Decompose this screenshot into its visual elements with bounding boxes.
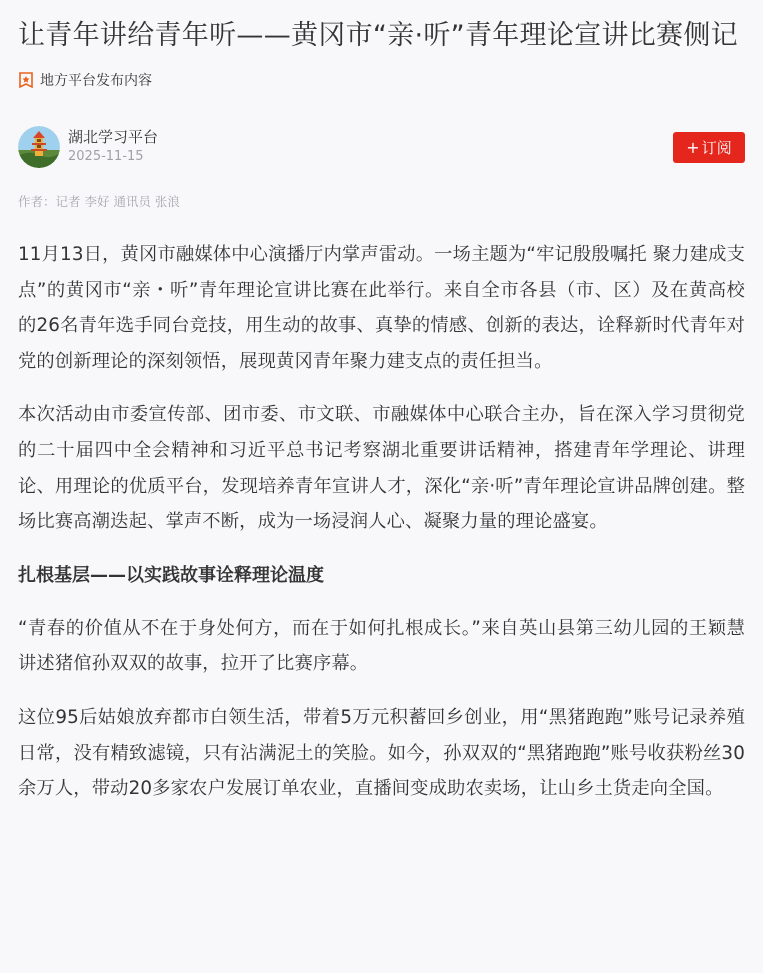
section-heading: 扎根基层——以实践故事诠释理论温度 (18, 564, 324, 586)
author-name[interactable]: 湖北学习平台 (68, 128, 159, 146)
article-body (18, 237, 745, 807)
source-label: 地方平台发布内容 (40, 73, 152, 89)
ribbon-badge-icon (18, 72, 34, 89)
article-paragraph: 这位95后姑娘放弃都市白领生活，带着5万元积蓄回乡创业，用“黑猪跑跑”账号记录养殖日常，没有精致滤镜，只有沾满泥土的笑脸。如今，孙双双的“黑猪跑跑”账号收获粉丝30余万人，带动20多家农户发展订单农业，直播间变成助农卖场，让山乡土货走向全国。 (18, 706, 745, 800)
article-byline: 作者：记者 李好 通讯员 张浪 (18, 194, 180, 209)
subscribe-label: 订阅 (701, 138, 732, 157)
author-row (18, 125, 745, 169)
author-info[interactable] (18, 126, 158, 168)
author-avatar[interactable] (18, 126, 60, 168)
source-line (18, 69, 745, 91)
article-title: 让青年讲给青年听——黄冈市“亲·听”青年理论宣讲比赛侧记 (18, 20, 738, 51)
plus-icon: + (686, 137, 700, 157)
article-paragraph: 11月13日，黄冈市融媒体中心演播厅内掌声雷动。一场主题为“牢记殷殷嘱托 聚力建成支点”的黄冈市“亲・听”青年理论宣讲比赛在此举行。来自全市各县（市、区）及在黄高校的26名青年选手同台竞技，用生动的故事、真挚的情感、创新的表达，诠释新时代青年对党的创新理论的深刻领悟，展现黄冈青年聚力建支点的责任担当。 (18, 244, 745, 372)
subscribe-button[interactable] (673, 132, 745, 163)
article-paragraph: “青春的价值从不在于身处何方，而在于如何扎根成长。”来自英山县第三幼儿园的王颖慧讲述猪倌孙双双的故事，拉开了比赛序幕。 (18, 617, 745, 675)
publish-date: 2025-11-15 (68, 149, 144, 164)
author-text (68, 127, 158, 167)
article-paragraph: 本次活动由市委宣传部、团市委、市文联、市融媒体中心联合主办，旨在深入学习贯彻党的二十届四中全会精神和习近平总书记考察湖北重要讲话精神，搭建青年学理论、讲理论、用理论的优质平台，发现培养青年宣讲人才，深化“亲·听”青年理论宣讲品牌创建。整场比赛高潮迭起、掌声不断，成为一场浸润人心、凝聚力量的理论盛宴。 (18, 404, 745, 533)
